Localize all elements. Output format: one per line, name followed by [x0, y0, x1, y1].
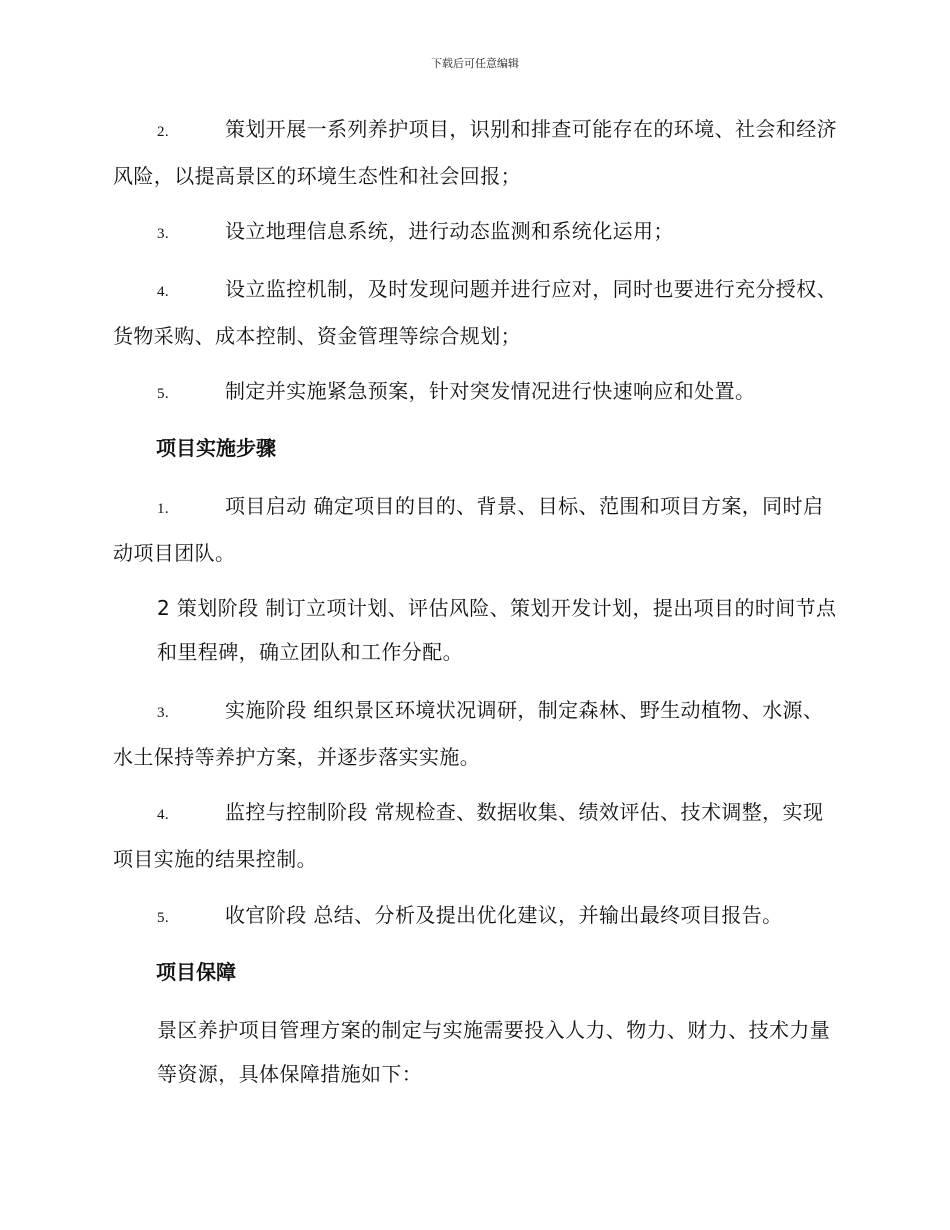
list-number: 3.	[157, 705, 170, 721]
section-heading: 项目保障	[156, 960, 236, 984]
page-header: 下载后可任意编辑	[431, 57, 519, 70]
body-paragraph: 景区养护项目管理方案的制定与实施需要投入人力、物力、财力、技术力量等资源，具体保障措施如下：	[157, 1018, 831, 1086]
list-item	[113, 688, 843, 779]
list-text: 收官阶段 总结、分析及提出优化建议，并输出最终项目报告。	[225, 903, 783, 927]
list-text: 2 策划阶段 制订立项计划、评估风险、策划开发计划，提出项目的时间节点和里程碑，确立团队和工作分配。	[157, 596, 837, 664]
list-text: 设立监控机制，及时发现问题并进行应对，同时也要进行充分授权、货物采购、成本控制、资金管理等综合规划；	[113, 277, 837, 348]
list-item	[113, 484, 843, 575]
list-item	[113, 107, 843, 198]
section-heading: 项目实施步骤	[156, 436, 276, 460]
list-item	[113, 209, 843, 256]
list-item	[113, 267, 843, 358]
list-text: 监控与控制阶段 常规检查、数据收集、绩效评估、技术调整，实现项目实施的结果控制。	[113, 800, 824, 871]
list-item	[113, 586, 843, 674]
list-item	[113, 369, 843, 416]
list-text: 制定并实施紧急预案，针对突发情况进行快速响应和处置。	[225, 379, 756, 403]
list-number: 5.	[157, 910, 170, 926]
list-text: 策划开展一系列养护项目，识别和排查可能存在的环境、社会和经济风险，以提高景区的环境生态性和社会回报；	[113, 117, 837, 188]
list-item	[113, 790, 843, 881]
list-text: 实施阶段 组织景区环境状况调研，制定森林、野生动植物、水源、水土保持等养护方案，并逐步落实实施。	[113, 698, 824, 769]
list-number: 4.	[157, 284, 170, 300]
list-number: 1.	[157, 501, 170, 517]
list-text: 设立地理信息系统，进行动态监测和系统化运用；	[225, 219, 674, 243]
list-number: 5.	[157, 386, 170, 402]
list-number: 4.	[157, 807, 170, 823]
list-item	[113, 893, 843, 940]
list-number: 2.	[157, 124, 170, 140]
list-text: 项目启动 确定项目的目的、背景、目标、范围和项目方案，同时启动项目团队。	[113, 494, 824, 565]
list-number: 3.	[157, 226, 170, 242]
